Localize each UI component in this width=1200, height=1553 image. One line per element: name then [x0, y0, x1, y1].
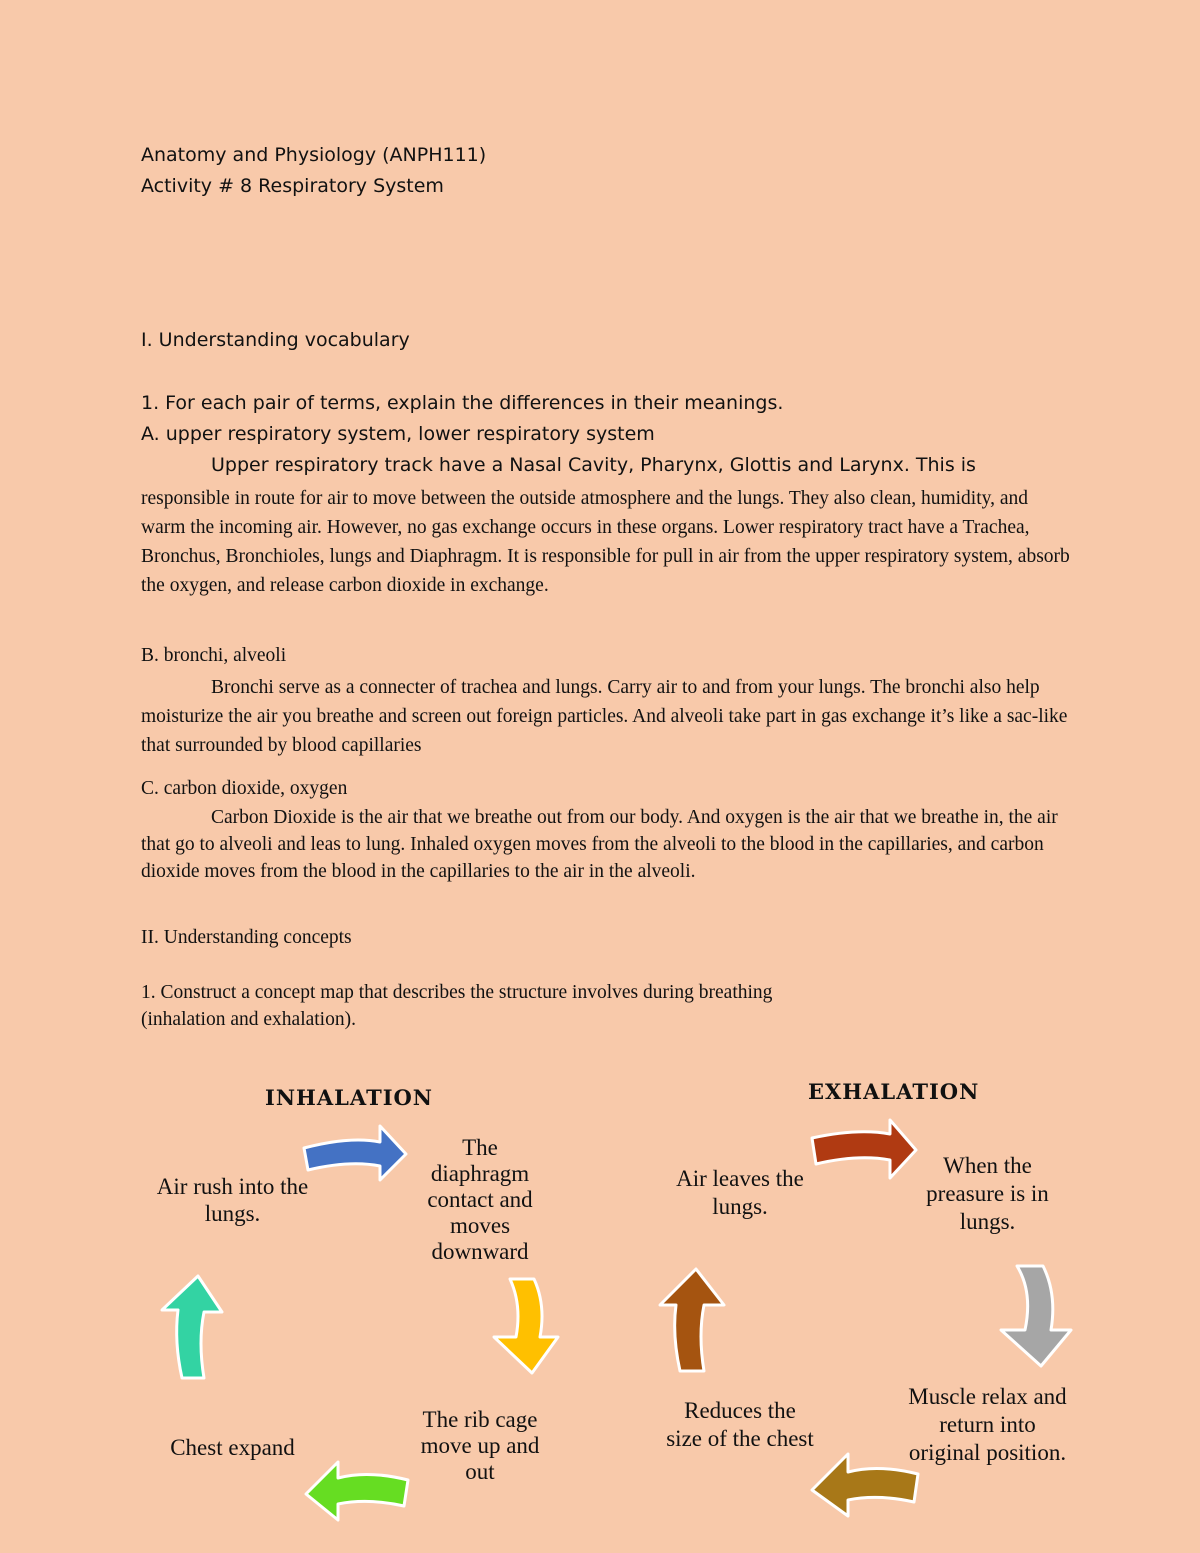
exhalation-title: EXHALATION: [808, 1079, 980, 1104]
section2-heading: II. Understanding concepts: [141, 927, 352, 948]
exhalation-muscle-relax: Muscle relax and return into original position.: [908, 1384, 1067, 1465]
part-c-text: Carbon Dioxide is the air that we breathe out from our body. And oxygen is the air that we breathe in, the air that go to alveoli and leas to lung. Inhaled oxygen moves from the alveoli to the blood in the capillaries, and carbon dioxide moves from the blood in the capillaries to the air in the alveoli.: [141, 807, 1058, 882]
left-arrow-icon: [302, 1458, 412, 1523]
inhalation-air-rush: Air rush into the lungs.: [156, 1174, 309, 1226]
part-a-first-line: Upper respiratory track have a Nasal Cavity, Pharynx, Glottis and Larynx. This is: [211, 454, 976, 476]
exhalation-pressure: When the preasure is in lungs.: [926, 1153, 1049, 1234]
part-c-label: C. carbon dioxide, oxygen: [141, 778, 348, 799]
inhalation-rib-cage: The rib cage move up and out: [420, 1407, 540, 1484]
inhalation-diaphragm: The diaphragm contact and moves downward: [427, 1135, 533, 1264]
left-arrow-icon: [808, 1450, 923, 1520]
question-2-line2: (inhalation and exhalation).: [141, 1009, 356, 1030]
activity-title: Activity # 8 Respiratory System: [141, 175, 444, 197]
part-b-label: B. bronchi, alveoli: [141, 645, 287, 666]
course-title: Anatomy and Physiology (ANPH111): [141, 144, 487, 166]
section1-heading: I. Understanding vocabulary: [141, 329, 410, 351]
inhalation-title: INHALATION: [265, 1085, 434, 1110]
part-a-body: [141, 484, 1071, 600]
part-c-body: [141, 804, 1071, 885]
part-a-text: responsible in route for air to move between the outside atmosphere and the lungs. They also clean, humidity, and warm the incoming air. However, no gas exchange occurs in these organs. Lower respiratory tract have a Trachea, Bronchus, Bronchioles, lungs and Diaphragm. It is responsible for pull in air from the upper respiratory system, absorb the oxygen, and release carbon dioxide in exchange.: [141, 488, 1070, 596]
down-arrow-icon: [995, 1262, 1075, 1370]
down-arrow-icon: [490, 1275, 562, 1375]
part-b-body: [141, 673, 1071, 760]
inhalation-chest-expand: Chest expand: [170, 1435, 295, 1460]
part-b-text: Bronchi serve as a connecter of trachea and lungs. Carry air to and from your lungs. The bronchi also help moisturize the air you breathe and screen out foreign particles. And alveoli take part in gas exchange it’s like a sac-like that surrounded by blood capillaries: [141, 677, 1068, 756]
right-arrow-icon: [808, 1118, 920, 1180]
up-arrow-icon: [160, 1272, 225, 1382]
question-1: 1. For each pair of terms, explain the differences in their meanings.: [141, 392, 784, 414]
exhalation-reduces-chest: Reduces the size of the chest: [666, 1398, 814, 1451]
right-arrow-icon: [300, 1122, 410, 1182]
exhalation-air-leaves: Air leaves the lungs.: [676, 1166, 804, 1219]
part-a-label: A. upper respiratory system, lower respiratory system: [141, 423, 655, 445]
up-arrow-icon: [656, 1265, 728, 1375]
question-2-line1: 1. Construct a concept map that describes the structure involves during breathing: [141, 982, 773, 1003]
